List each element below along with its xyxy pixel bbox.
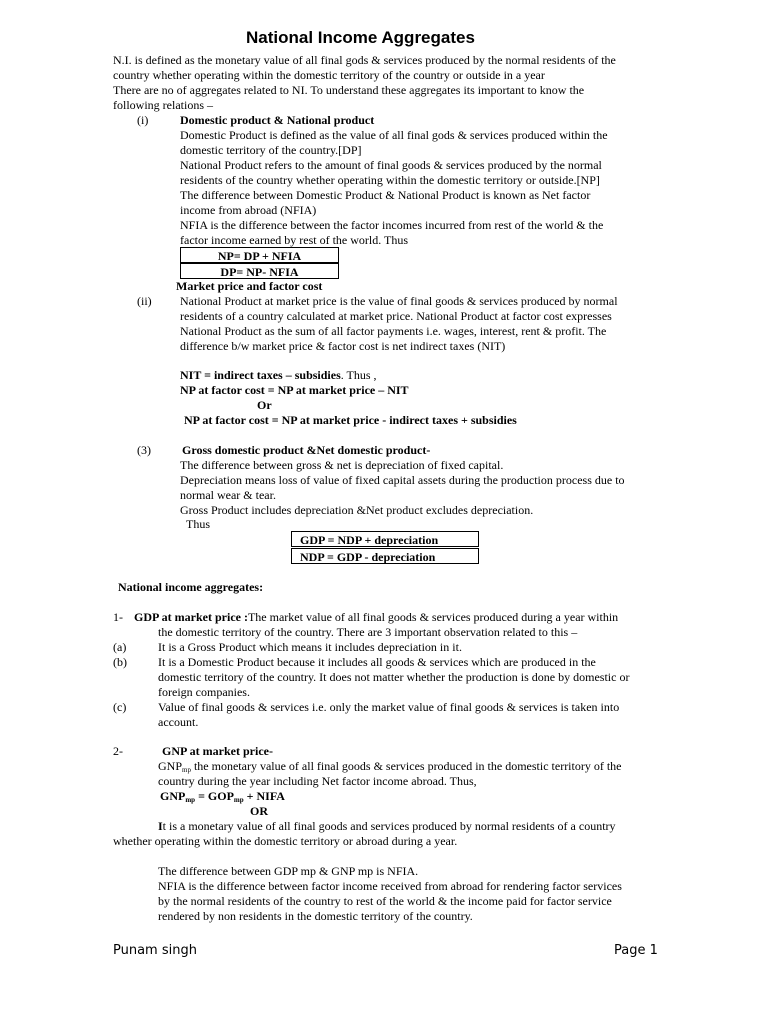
body-line: NFIA is the difference between factor income received from abroad for rendering factor services [158,879,622,893]
body-line: National Product refers to the amount of final goods & services produced by the normal [180,158,602,172]
item-line [134,610,618,625]
body-line: residents of a country calculated at market price. National Product at factor cost expresses [180,309,612,323]
drop-letter: I [158,819,163,833]
body-line: whether operating within the domestic territory or abroad during a year. [113,834,458,848]
formula-line [160,789,285,804]
body-line: the domestic territory of the country. There are 3 important observation related to this – [158,625,578,639]
item-heading: GDP at market price : [134,610,248,624]
sub-marker: (c) [113,700,127,714]
section-heading: Gross domestic product &Net domestic product- [182,443,431,457]
nit-formula: NIT = indirect taxes – subsidies [180,368,341,382]
intro-line: N.I. is defined as the monetary value of all final gods & services produced by the normal residents of the [113,53,616,67]
body-line: It is a Gross Product which means it includes depreciation in it. [158,640,462,654]
body-line: The difference between gross & net is depreciation of fixed capital. [180,458,504,472]
formula-box: DP= NP- NFIA [180,263,339,279]
body-line: foreign companies. [158,685,250,699]
subscript: mp [182,766,191,774]
item-heading: GNP at market price- [162,744,273,758]
body-line: country during the year including Net factor income abroad. Thus, [158,774,477,788]
item-text: The market value of all final goods & services produced during a year within [247,610,619,624]
item-line [158,819,616,834]
page-title: National Income Aggregates [246,28,475,47]
body-line: National Product at market price is the value of final goods & services produced by normal [180,294,618,308]
body-line: by the normal residents of the country to rest of the world & the income paid for factor service [158,894,612,908]
body-line: NFIA is the difference between the factor incomes incurred from rest of the world & the [180,218,604,232]
section-heading: Domestic product & National product [180,113,375,127]
section-heading: Market price and factor cost [176,279,323,293]
subscript: mp [185,796,196,804]
body-line: income from abroad (NFIA) [180,203,317,217]
body-line: account. [158,715,199,729]
body-line: Domestic Product is defined as the value of all final gods & services produced within the [180,128,608,142]
formula-line: NP at factor cost = NP at market price – NIT [180,383,409,397]
item-number: 1- [113,610,123,624]
body-line: normal wear & tear. [180,488,276,502]
item-text: t is a monetary value of all final goods and services produced by normal residents of a country [162,819,616,833]
or-label: Or [257,398,272,412]
body-line: The difference between GDP mp & GNP mp is NFIA. [158,864,419,878]
section-marker: (i) [137,113,149,127]
formula-part: = GOP [195,789,234,803]
body-line: The difference between Domestic Product & National Product is known as Net factor [180,188,591,202]
section-marker: (ii) [137,294,152,308]
nit-thus: . Thus , [340,368,377,382]
body-line: rendered by non residents in the domestic territory of the country. [158,909,473,923]
aggregates-heading: National income aggregates: [118,580,264,594]
section-marker: (3) [137,443,151,457]
footer-page-number: Page 1 [614,943,658,958]
body-line: domestic territory of the country. It does not matter whether the production is done by domestic or [158,670,630,684]
subscript: mp [233,796,244,804]
body-line: Depreciation means loss of value of fixed capital assets during the production process due to [180,473,625,487]
thus-label: Thus [186,517,210,531]
body-line: Value of final goods & services i.e. only the market value of final goods & services is taken into [158,700,620,714]
formula-part: + NIFA [243,789,285,803]
formula-line: NP at factor cost = NP at market price - indirect taxes + subsidies [184,413,517,427]
gnp-label: GNP [158,759,183,773]
body-line: difference b/w market price & factor cost is net indirect taxes (NIT) [180,339,506,353]
sub-marker: (b) [113,655,127,669]
intro-line: There are no of aggregates related to NI. To understand these aggregates its important to know the [113,83,585,97]
item-line [158,759,622,774]
footer-author: Punam singh [113,943,197,958]
intro-line: country whether operating within the domestic territory of the country or outside in a year [113,68,545,82]
body-line: factor income earned by rest of the world. Thus [180,233,409,247]
body-line: It is a Domestic Product because it includes all goods & services which are produced in the [158,655,596,669]
formula-box: GDP = NDP + depreciation [291,531,479,547]
formula-box: NDP = GDP - depreciation [291,548,479,564]
body-line: residents of the country whether operating within the domestic territory or outside.[NP] [180,173,600,187]
sub-marker: (a) [113,640,127,654]
item-number: 2- [113,744,123,758]
or-label: OR [250,804,268,818]
formula-box: NP= DP + NFIA [180,247,339,263]
body-line: Gross Product includes depreciation &Net product excludes depreciation. [180,503,534,517]
item-text: the monetary value of all final goods & services produced in the domestic territory of the [190,759,622,773]
body-line: National Product as the sum of all factor payments i.e. wages, interest, rent & profit. The [180,324,607,338]
body-line: domestic territory of the country.[DP] [180,143,362,157]
intro-line: following relations – [113,98,213,112]
formula-part: GNP [160,789,186,803]
nit-line [180,368,377,383]
